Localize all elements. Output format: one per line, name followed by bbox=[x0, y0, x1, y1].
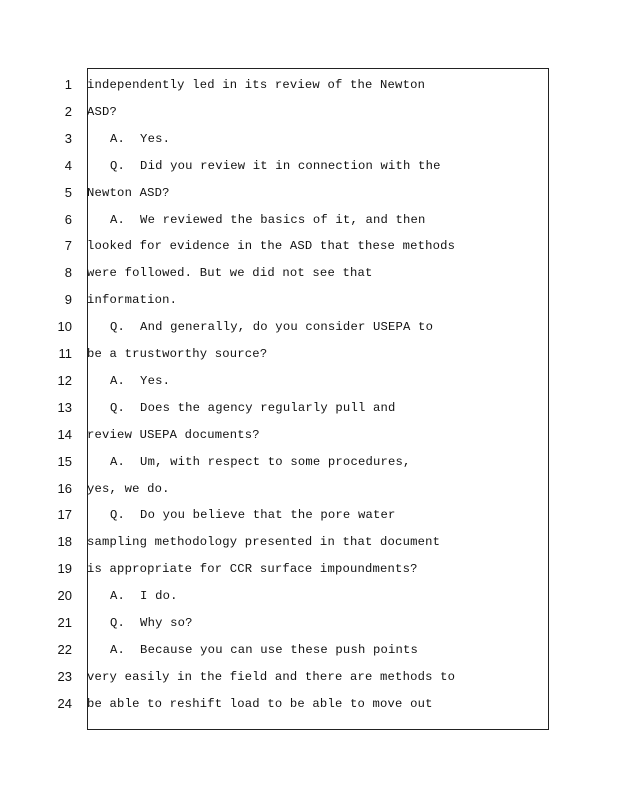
transcript-line bbox=[0, 640, 600, 660]
line-text: ASD? bbox=[87, 104, 118, 119]
line-number: 24 bbox=[57, 695, 72, 711]
line-number: 8 bbox=[64, 265, 72, 281]
transcript-line bbox=[0, 183, 600, 203]
transcript-line bbox=[0, 452, 600, 472]
line-text: Q. And generally, do you consider USEPA to bbox=[110, 320, 434, 335]
transcript-line bbox=[0, 344, 600, 364]
line-number: 19 bbox=[57, 561, 72, 577]
transcript-line bbox=[0, 505, 600, 525]
line-number: 11 bbox=[58, 346, 72, 361]
line-text: very easily in the field and there are methods to bbox=[87, 669, 456, 684]
line-number: 7 bbox=[64, 238, 72, 254]
line-number: 10 bbox=[57, 319, 72, 335]
transcript-line bbox=[0, 156, 600, 176]
line-number: 3 bbox=[64, 130, 72, 146]
line-number: 13 bbox=[57, 399, 72, 415]
transcript-line bbox=[0, 317, 600, 337]
transcript-line bbox=[0, 613, 600, 633]
transcript-line bbox=[0, 532, 600, 552]
line-number: 20 bbox=[57, 588, 72, 604]
transcript-line bbox=[0, 371, 600, 391]
line-text: independently led in its review of the Newton bbox=[87, 78, 426, 92]
line-text: review USEPA documents? bbox=[87, 427, 260, 442]
line-number: 1 bbox=[64, 77, 72, 92]
line-number: 6 bbox=[64, 211, 72, 227]
line-text: Newton ASD? bbox=[87, 185, 170, 200]
line-text: Q. Did you review it in connection with the bbox=[110, 158, 441, 173]
transcript-line bbox=[0, 479, 600, 499]
line-text: yes, we do. bbox=[87, 481, 170, 496]
line-text: be able to reshift load to be able to move out bbox=[87, 696, 433, 711]
line-text: A. Um, with respect to some procedures, bbox=[110, 454, 411, 469]
line-number: 9 bbox=[64, 292, 72, 308]
transcript-line bbox=[0, 425, 600, 445]
line-number: 17 bbox=[57, 507, 72, 523]
transcript-line bbox=[0, 559, 600, 579]
transcript-line bbox=[0, 129, 600, 149]
transcript-line bbox=[0, 290, 600, 310]
line-text: is appropriate for CCR surface impoundments? bbox=[87, 562, 418, 577]
line-number: 22 bbox=[57, 641, 72, 657]
line-text: looked for evidence in the ASD that these methods bbox=[87, 239, 456, 254]
line-text: A. Yes. bbox=[110, 131, 171, 146]
line-text: Q. Does the agency regularly pull and bbox=[110, 400, 396, 415]
transcript-line bbox=[0, 694, 600, 714]
line-text: information. bbox=[87, 293, 178, 308]
line-text: A. Yes. bbox=[110, 373, 171, 388]
line-text: A. Because you can use these push points bbox=[110, 642, 419, 657]
line-number: 16 bbox=[57, 480, 72, 496]
transcript-line bbox=[0, 667, 600, 687]
line-text: be a trustworthy source? bbox=[87, 347, 268, 361]
transcript-line bbox=[0, 586, 600, 606]
line-number: 23 bbox=[57, 668, 72, 684]
line-number: 4 bbox=[64, 157, 72, 173]
transcript-line bbox=[0, 398, 600, 418]
transcript-line bbox=[0, 102, 600, 122]
line-text: sampling methodology presented in that document bbox=[87, 535, 441, 550]
line-text: A. I do. bbox=[110, 589, 178, 604]
line-number: 12 bbox=[57, 372, 72, 388]
line-number: 14 bbox=[57, 426, 72, 442]
line-number: 15 bbox=[57, 453, 72, 469]
line-number: 18 bbox=[57, 534, 72, 550]
line-text: were followed. But we did not see that bbox=[87, 266, 373, 281]
transcript-line bbox=[0, 263, 600, 283]
line-text: A. We reviewed the basics of it, and then bbox=[110, 212, 426, 227]
transcript-line bbox=[0, 236, 600, 256]
line-text: Q. Do you believe that the pore water bbox=[110, 508, 396, 523]
transcript-line bbox=[0, 210, 600, 230]
line-text: Q. Why so? bbox=[110, 616, 193, 630]
line-number: 5 bbox=[64, 184, 72, 200]
line-number: 2 bbox=[64, 103, 72, 119]
line-number: 21 bbox=[57, 615, 72, 630]
transcript-line bbox=[0, 75, 600, 95]
